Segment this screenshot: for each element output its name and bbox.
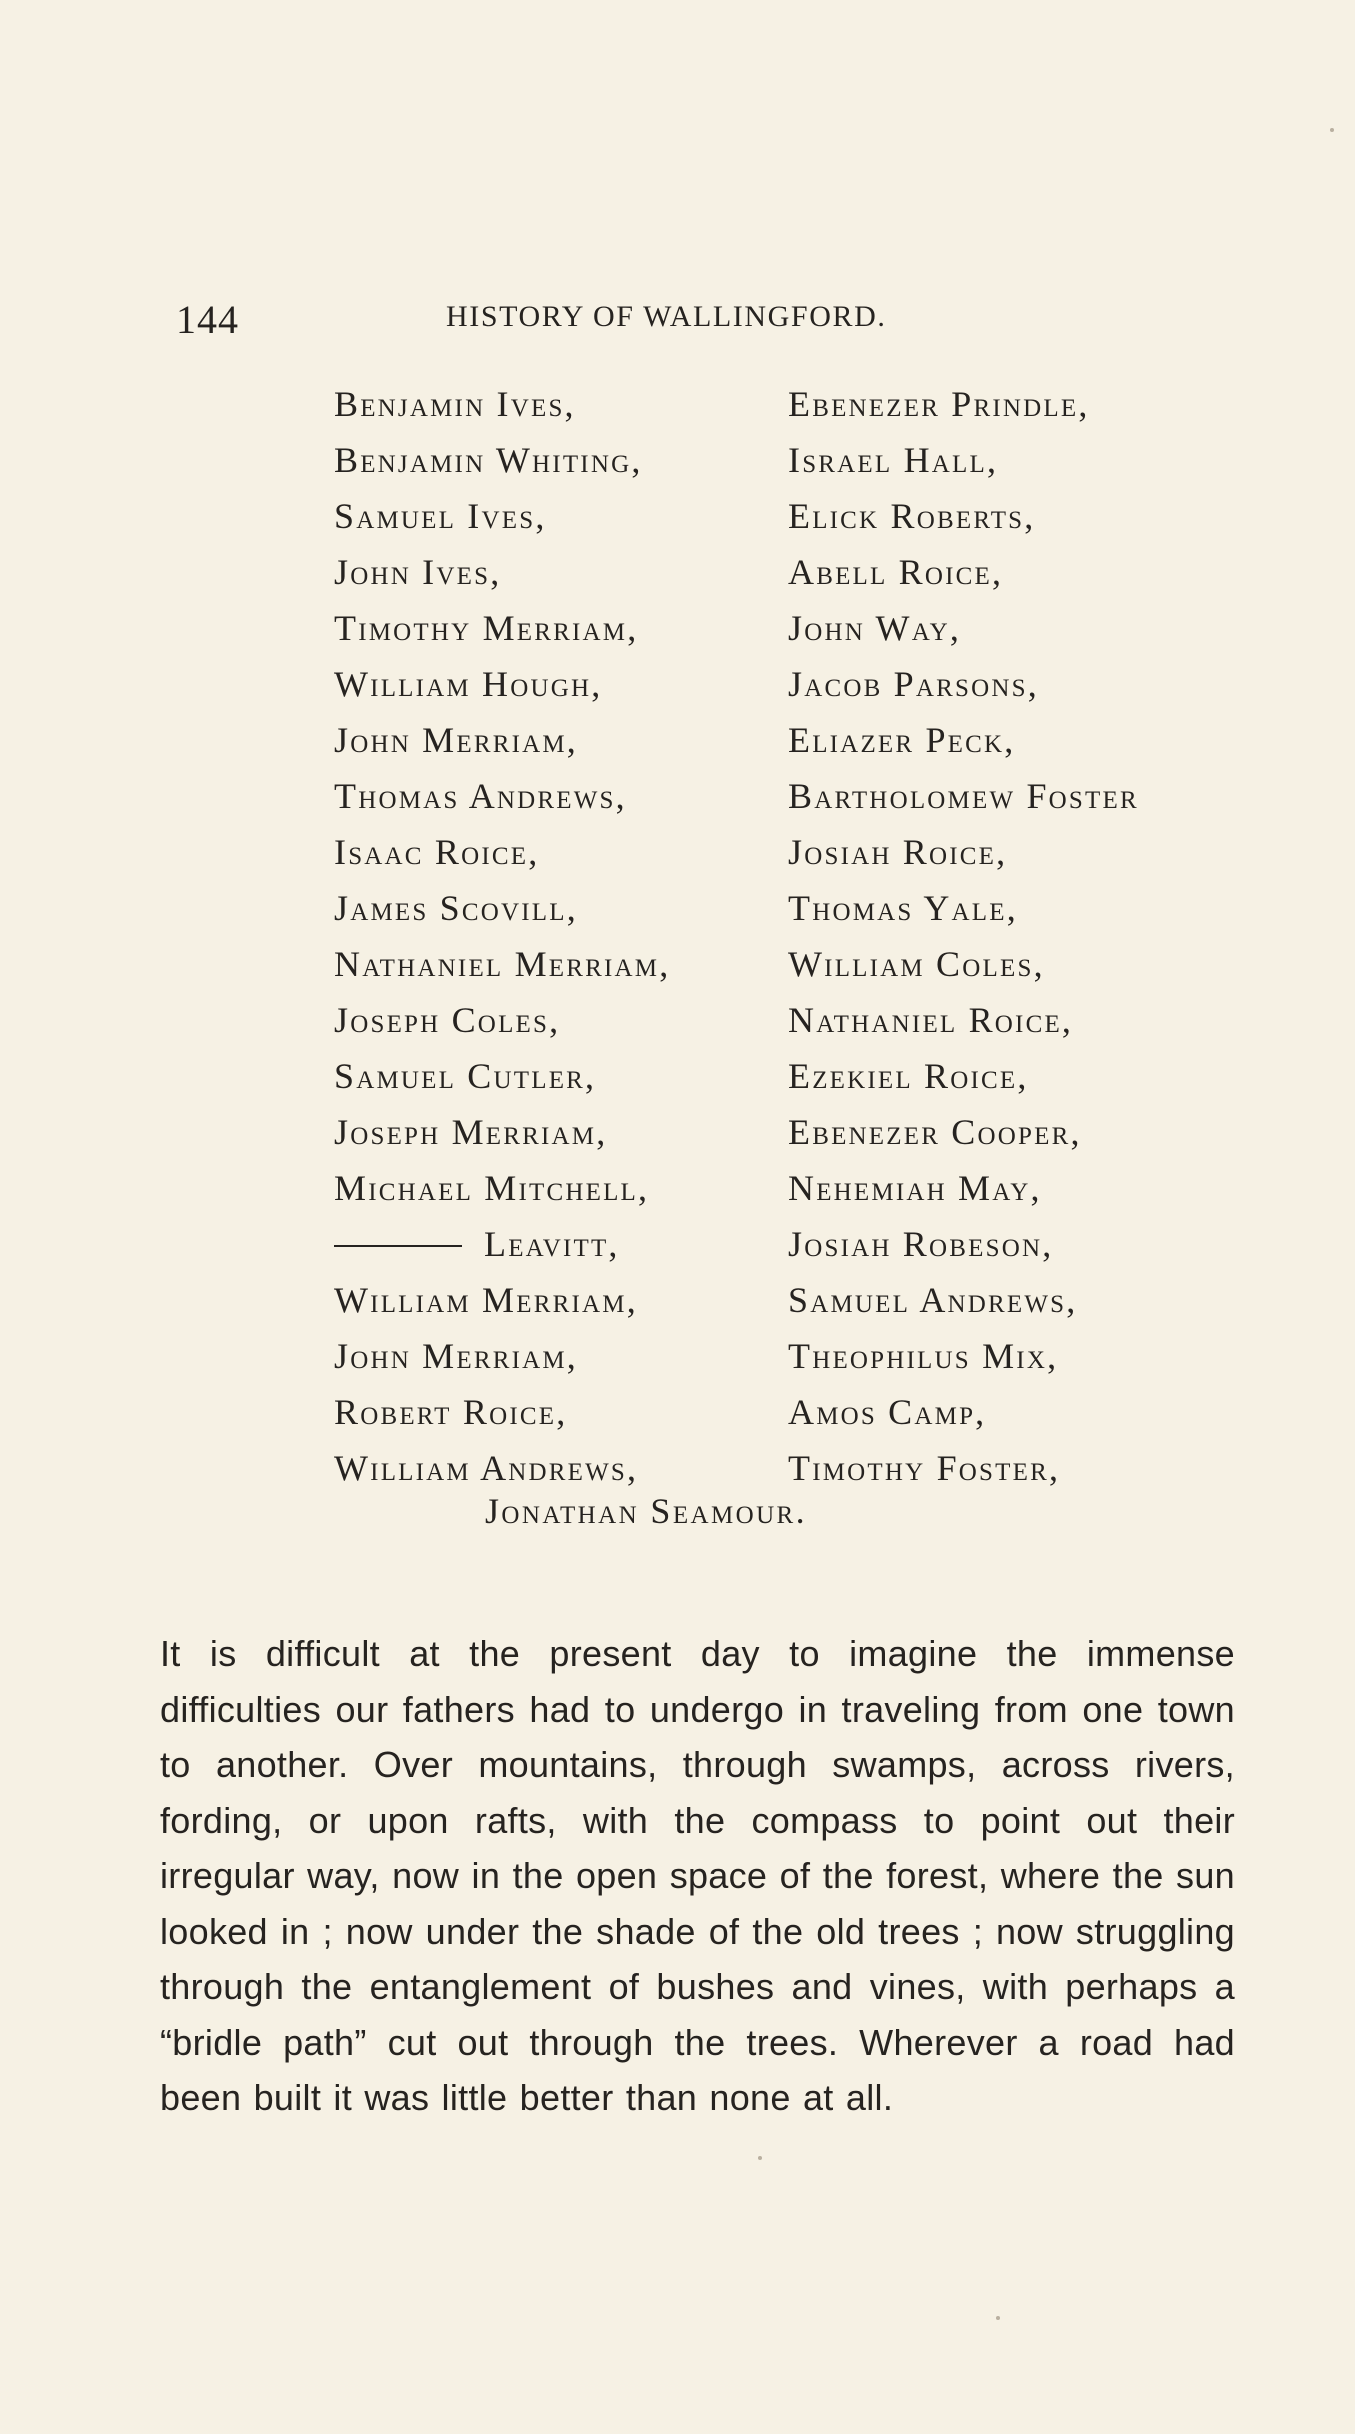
paper-speck: [1330, 128, 1334, 132]
name-entry: Jacob Parsons,: [788, 664, 1039, 704]
name-entry: Eliazer Peck,: [788, 720, 1016, 760]
name-entry: Benjamin Whiting,: [334, 440, 643, 480]
name-entry: Abell Roice,: [788, 552, 1004, 592]
name-entry: Josiah Roice,: [788, 832, 1008, 872]
name-entry: John Way,: [788, 608, 962, 648]
name-entry: Samuel Andrews,: [788, 1280, 1078, 1320]
name-entry: Thomas Yale,: [788, 888, 1018, 928]
name-column-right: [788, 376, 1139, 1496]
final-name-entry: Jonathan Seamour.: [485, 1491, 807, 1531]
name-entry: John Merriam,: [334, 1336, 579, 1376]
name-entry: Nathaniel Roice,: [788, 1000, 1074, 1040]
name-entry: Timothy Merriam,: [334, 608, 639, 648]
running-title: HISTORY OF WALLINGFORD.: [446, 300, 887, 333]
name-column-left: [334, 376, 670, 1496]
name-entry: Samuel Ives,: [334, 496, 547, 536]
body-paragraph: It is difficult at the present day to imagine the immense difficulties our fathers had to undergo in traveling from one town to another. Over mountains, through swamps, across rivers, fording, or upon rafts, with the compass to point out their irregular way, now in the open space of the forest, where the sun looked in ; now under the shade of the old trees ; now struggling through the entanglement of bushes and vines, with perhaps a “bridle path” cut out through the trees. Wherever a road had been built it was little better than none at all.: [160, 1633, 1235, 2118]
name-entry: Timothy Foster,: [788, 1448, 1061, 1488]
name-entry: Israel Hall,: [788, 440, 999, 480]
blank-dash: [334, 1245, 462, 1247]
name-entry: Ebenezer Prindle,: [788, 384, 1090, 424]
name-entry: William Andrews,: [334, 1448, 639, 1488]
name-entry: Josiah Robeson,: [788, 1224, 1054, 1264]
name-entry: Robert Roice,: [334, 1392, 568, 1432]
name-entry: Ebenezer Cooper,: [788, 1112, 1082, 1152]
name-entry: Samuel Cutler,: [334, 1056, 597, 1096]
name-entry: Elick Roberts,: [788, 496, 1036, 536]
name-entry: William Hough,: [334, 664, 603, 704]
page-header: [0, 296, 1355, 346]
name-entry: Theophilus Mix,: [788, 1336, 1059, 1376]
name-entry: Amos Camp,: [788, 1392, 987, 1432]
paper-speck: [996, 2316, 1000, 2320]
name-entry: Isaac Roice,: [334, 832, 540, 872]
name-entry: William Merriam,: [334, 1280, 638, 1320]
name-entry: Joseph Coles,: [334, 1000, 561, 1040]
name-entry: Michael Mitchell,: [334, 1168, 650, 1208]
name-entry-blank-first-name: [334, 1216, 670, 1272]
name-entry: Benjamin Ives,: [334, 384, 576, 424]
name-entry: William Coles,: [788, 944, 1045, 984]
name-entry: John Merriam,: [334, 720, 579, 760]
name-entry: Thomas Andrews,: [334, 776, 627, 816]
name-entry: Nehemiah May,: [788, 1168, 1042, 1208]
name-entry: Bartholomew Foster: [788, 776, 1139, 816]
name-entry: Joseph Merriam,: [334, 1112, 608, 1152]
name-entry: Ezekiel Roice,: [788, 1056, 1029, 1096]
name-entry: John Ives,: [334, 552, 502, 592]
page-number: 144: [176, 297, 239, 342]
surname: Leavitt,: [484, 1224, 620, 1264]
name-entry: James Scovill,: [334, 888, 578, 928]
paper-speck: [758, 2156, 762, 2160]
name-entry: Nathaniel Merriam,: [334, 944, 671, 984]
